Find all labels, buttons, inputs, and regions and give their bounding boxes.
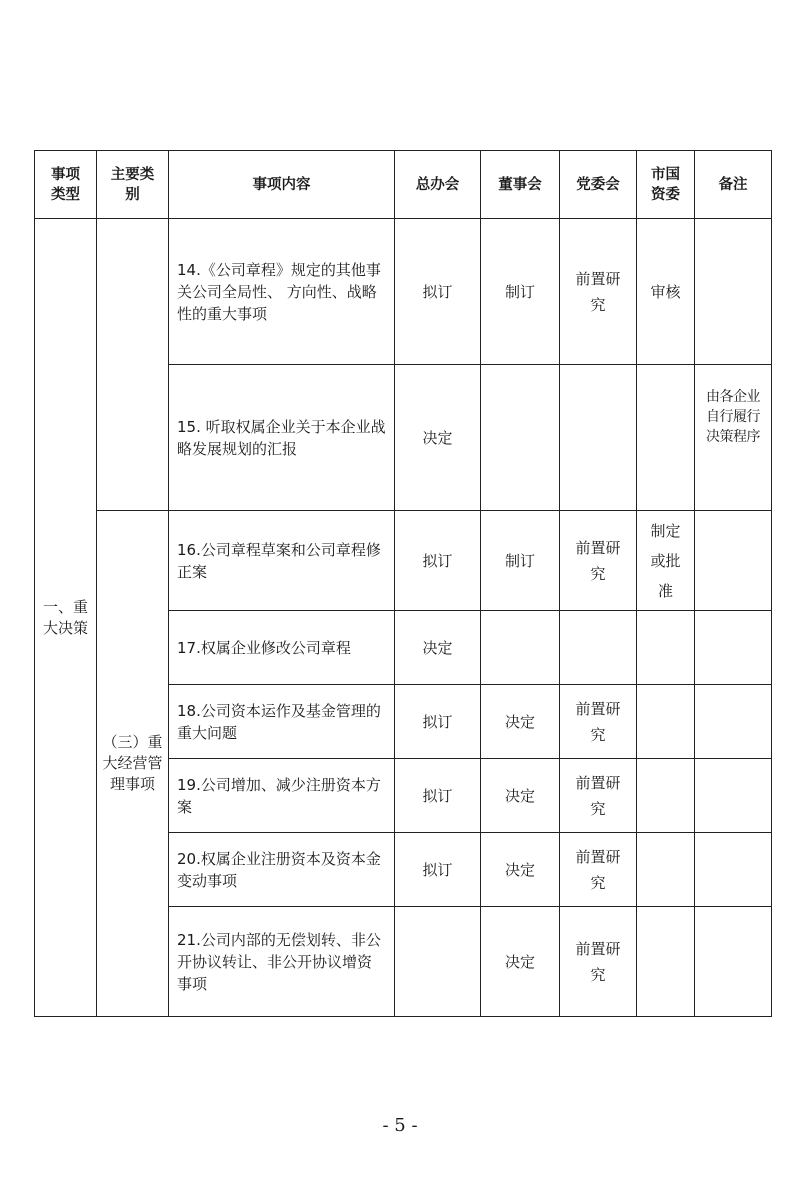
category-cell: （三）重大经营管理事项: [97, 511, 169, 1017]
party-committee-cell: 前置研究: [560, 511, 637, 611]
header-sasac: 市国资委: [637, 151, 695, 219]
sasac-cell: 制定或批准: [637, 511, 695, 611]
board-cell: 制订: [481, 219, 560, 365]
sasac-cell: [637, 611, 695, 685]
gm-office-cell: 拟订: [395, 759, 481, 833]
board-cell: 决定: [481, 833, 560, 907]
item-content: 19.公司增加、减少注册资本方案: [169, 759, 395, 833]
party-committee-cell: 前置研究: [560, 219, 637, 365]
sasac-cell: [637, 833, 695, 907]
item-content: 14.《公司章程》规定的其他事关公司全局性、 方向性、战略性的重大事项: [169, 219, 395, 365]
gm-office-cell: 决定: [395, 611, 481, 685]
party-committee-cell: 前置研究: [560, 907, 637, 1017]
header-gm-office: 总办会: [395, 151, 481, 219]
header-board: 董事会: [481, 151, 560, 219]
party-committee-cell: [560, 365, 637, 511]
item-content: 15. 听取权属企业关于本企业战略发展规划的汇报: [169, 365, 395, 511]
board-cell: 决定: [481, 759, 560, 833]
remarks-cell: [695, 611, 772, 685]
remarks-cell: [695, 219, 772, 365]
remarks-cell: [695, 833, 772, 907]
gm-office-cell: 拟订: [395, 219, 481, 365]
header-content: 事项内容: [169, 151, 395, 219]
remarks-cell: [695, 685, 772, 759]
table-row: [35, 219, 772, 365]
party-committee-cell: 前置研究: [560, 685, 637, 759]
board-cell: [481, 611, 560, 685]
header-row: [35, 151, 772, 219]
gm-office-cell: 决定: [395, 365, 481, 511]
page-number: - 5 -: [382, 1115, 418, 1136]
item-content: 18.公司资本运作及基金管理的重大问题: [169, 685, 395, 759]
remarks-cell: 由各企业自行履行决策程序: [695, 365, 772, 511]
gm-office-cell: 拟订: [395, 833, 481, 907]
sasac-cell: [637, 685, 695, 759]
item-content: 21.公司内部的无偿划转、非公开协议转让、非公开协议增资事项: [169, 907, 395, 1017]
sasac-cell: 审核: [637, 219, 695, 365]
item-content: 17.权属企业修改公司章程: [169, 611, 395, 685]
gm-office-cell: [395, 907, 481, 1017]
header-main-category: 主要类别: [97, 151, 169, 219]
board-cell: 制订: [481, 511, 560, 611]
remarks-cell: [695, 907, 772, 1017]
sasac-cell: [637, 759, 695, 833]
gm-office-cell: 拟订: [395, 685, 481, 759]
item-content: 16.公司章程草案和公司章程修正案: [169, 511, 395, 611]
sasac-cell: [637, 365, 695, 511]
category-cell-empty: [97, 219, 169, 511]
header-remarks: 备注: [695, 151, 772, 219]
board-cell: 决定: [481, 907, 560, 1017]
party-committee-cell: 前置研究: [560, 833, 637, 907]
item-content: 20.权属企业注册资本及资本金变动事项: [169, 833, 395, 907]
party-committee-cell: 前置研究: [560, 759, 637, 833]
remarks-cell: [695, 759, 772, 833]
board-cell: 决定: [481, 685, 560, 759]
gm-office-cell: 拟订: [395, 511, 481, 611]
sasac-cell: [637, 907, 695, 1017]
header-party-committee: 党委会: [560, 151, 637, 219]
decision-matrix-table: [34, 150, 772, 1017]
board-cell: [481, 365, 560, 511]
header-type: 事项类型: [35, 151, 97, 219]
table-row: [35, 511, 772, 611]
remarks-cell: [695, 511, 772, 611]
type-cell: 一、重大决策: [35, 219, 97, 1017]
party-committee-cell: [560, 611, 637, 685]
